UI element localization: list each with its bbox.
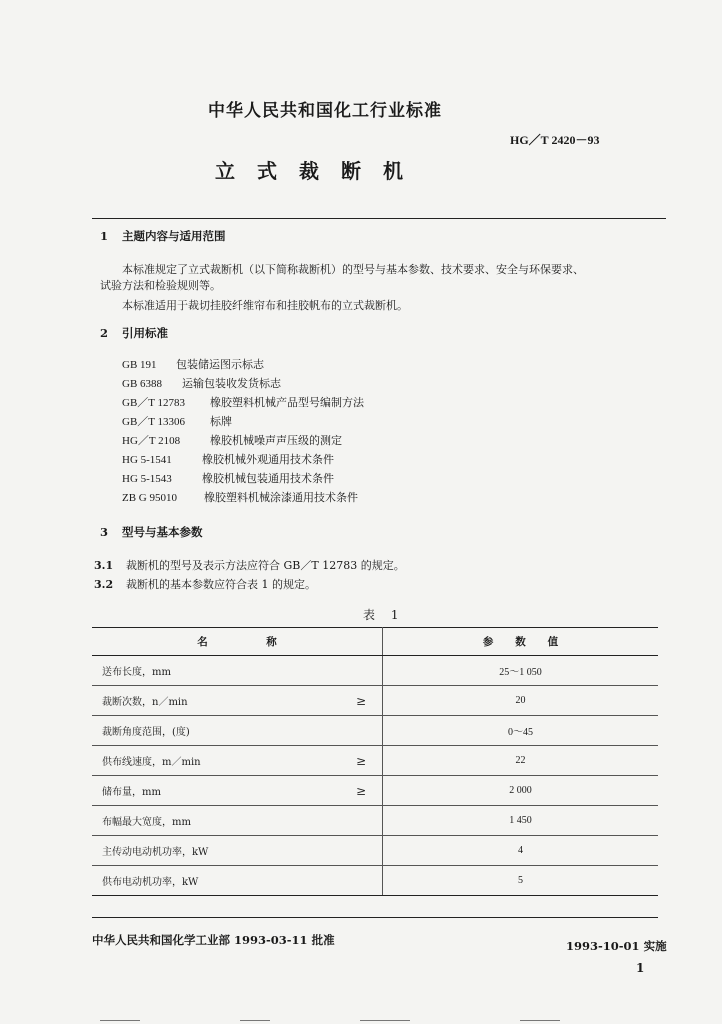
table-row [92, 656, 658, 686]
section-1-para-1-line-1: 本标准规定了立式裁断机（以下简称裁断机）的型号与基本参数、技术要求、安全与环保要求、 [122, 263, 584, 276]
approval-line: 中华人民共和国化学工业部 1993-03-11 批准 [92, 933, 335, 947]
table-row [92, 836, 658, 866]
scan-edge-mark [360, 1020, 410, 1021]
document-title: 立式裁断机 [215, 159, 425, 183]
reference-item [122, 394, 364, 413]
reference-item [122, 489, 364, 508]
table-row [92, 686, 658, 716]
table-row [92, 866, 658, 896]
reference-code: HG 5-1543 [122, 473, 172, 485]
reference-code: HG 5-1541 [122, 454, 172, 466]
issuing-body-title: 中华人民共和国化工行业标准 [208, 101, 442, 121]
reference-name: 橡胶机械噪声声压级的测定 [210, 434, 342, 447]
param-name: 裁断次数，n／min [92, 686, 340, 716]
reference-item [122, 375, 364, 394]
section-1-title: 主题内容与适用范围 [122, 229, 226, 243]
page-number: 1 [636, 961, 645, 975]
footer-rule [92, 917, 658, 918]
reference-code: ZB G 95010 [122, 492, 177, 504]
param-value: 5 [383, 866, 659, 896]
section-3-heading [100, 524, 203, 540]
param-value: 0～45 [383, 716, 659, 746]
clause-number: 3.2 [94, 578, 114, 591]
section-1-number: 1 [100, 229, 109, 243]
param-value: 1 450 [383, 806, 659, 836]
table-row [92, 776, 658, 806]
param-value: 2 000 [383, 776, 659, 806]
reference-code: GB 191 [122, 359, 157, 371]
param-name: 布幅最大宽度，mm [92, 806, 340, 836]
section-1-heading [100, 228, 226, 244]
reference-name: 橡胶机械包装通用技术条件 [202, 472, 334, 485]
scan-edge-mark [520, 1020, 560, 1021]
param-value: 25～1 050 [383, 656, 659, 686]
column-header-value: 参 数 值 [383, 628, 659, 656]
reference-code: GB／T 12783 [122, 397, 186, 409]
table-row [92, 716, 658, 746]
scan-edge-mark [240, 1020, 270, 1021]
clause-text: 裁断机的基本参数应符合表 1 的规定。 [126, 578, 316, 591]
reference-name: 橡胶塑料机械产品型号编制方法 [210, 396, 364, 409]
table-row [92, 746, 658, 776]
column-header-name: 名 称 [92, 628, 383, 656]
clause-3-1 [94, 556, 405, 575]
section-3-number: 3 [100, 525, 109, 539]
table-header-row [92, 628, 658, 656]
param-name: 主传动电动机功率，kW [92, 836, 340, 866]
reference-code: HG／T 2108 [122, 435, 181, 447]
section-1-para-1-line-2: 试验方法和检验规则等。 [100, 279, 221, 292]
reference-item [122, 356, 364, 375]
effective-date: 1993-10-01 实施 [566, 939, 667, 953]
param-name: 供布线速度，m／min [92, 746, 340, 776]
section-1-para-2: 本标准适用于裁切挂胶纤维帘布和挂胶帆布的立式裁断机。 [122, 299, 408, 312]
reference-name: 运输包装收发货标志 [182, 377, 281, 390]
param-condition [340, 866, 383, 896]
param-condition [340, 656, 383, 686]
standard-code: HG／T 2420－93 [510, 133, 600, 147]
table-row [92, 806, 658, 836]
param-condition [340, 716, 383, 746]
section-2-heading [100, 325, 168, 341]
param-condition [340, 836, 383, 866]
clause-3-2 [94, 575, 316, 594]
param-name: 裁断角度范围，(度) [92, 716, 340, 746]
table-caption: 表 1 [363, 608, 405, 622]
reference-name: 橡胶机械外观通用技术条件 [202, 453, 334, 466]
param-value: 4 [383, 836, 659, 866]
reference-item [122, 470, 364, 489]
param-value: 22 [383, 746, 659, 776]
section-2-title: 引用标准 [122, 326, 168, 340]
reference-name: 包装储运图示标志 [176, 358, 264, 371]
param-name: 送布长度，mm [92, 656, 340, 686]
param-condition [340, 806, 383, 836]
section-2-number: 2 [100, 326, 109, 340]
param-name: 储布量，mm [92, 776, 340, 806]
reference-item [122, 413, 364, 432]
reference-item [122, 432, 364, 451]
param-condition: ≥ [340, 746, 383, 776]
param-name: 供布电动机功率，kW [92, 866, 340, 896]
section-3-title: 型号与基本参数 [122, 525, 203, 539]
param-value: 20 [383, 686, 659, 716]
reference-name: 标牌 [210, 415, 232, 428]
reference-list [122, 356, 364, 508]
parameters-table [92, 627, 658, 896]
reference-item [122, 451, 364, 470]
param-condition: ≥ [340, 776, 383, 806]
reference-code: GB／T 13306 [122, 416, 186, 428]
header-rule [92, 218, 666, 219]
clause-text: 裁断机的型号及表示方法应符合 GB／T 12783 的规定。 [126, 559, 405, 572]
clause-number: 3.1 [94, 559, 114, 572]
param-condition: ≥ [340, 686, 383, 716]
reference-name: 橡胶塑料机械涂漆通用技术条件 [204, 491, 358, 504]
scan-edge-mark [100, 1020, 140, 1021]
reference-code: GB 6388 [122, 378, 163, 390]
